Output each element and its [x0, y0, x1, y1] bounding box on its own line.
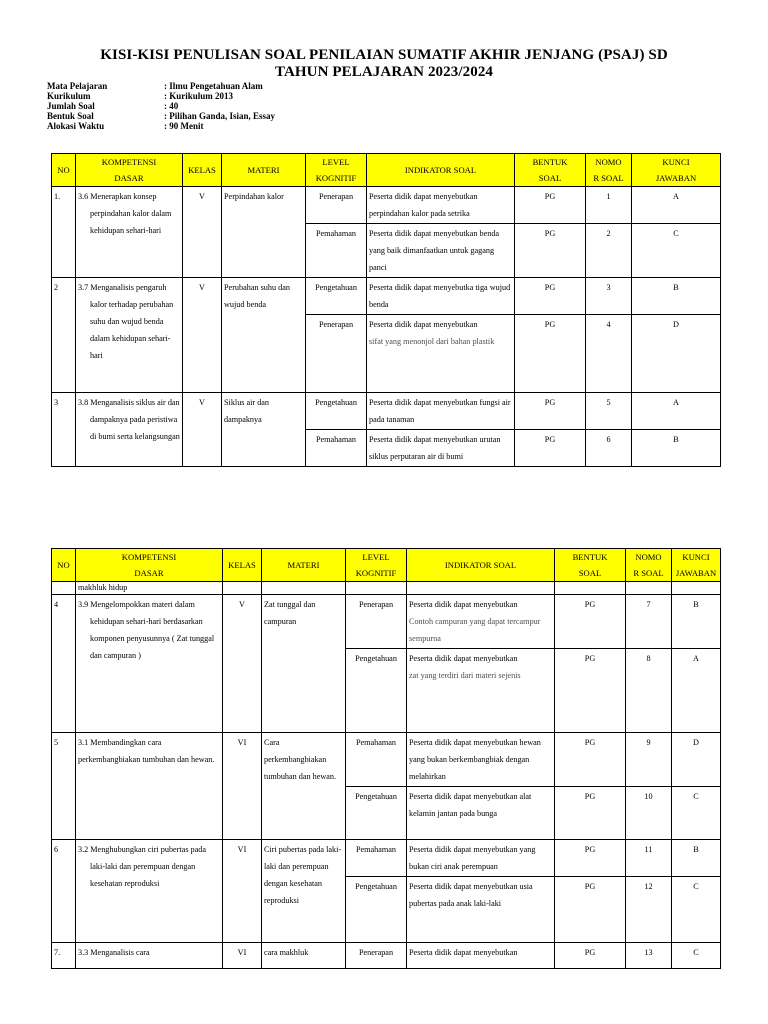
cell-bentuk: PG	[555, 877, 626, 943]
cell-no	[52, 582, 76, 595]
kisi-kisi-table-page-2	[51, 548, 721, 969]
indikator-text-extra: zat yang terdiri dari materi sejenis	[409, 671, 521, 680]
header-level-kognitif	[306, 154, 367, 187]
header-level-kognitif	[346, 549, 407, 582]
header-line: BENTUK	[532, 157, 568, 167]
cell-no: 6	[52, 840, 76, 943]
cell-no: 2	[52, 278, 76, 393]
header-line: SOAL	[538, 173, 562, 183]
meta-key: Bentuk Soal	[47, 111, 94, 121]
cell-nomor: 1	[586, 187, 632, 224]
cell-kompetensi-dasar-continued: makhluk hidup	[76, 582, 223, 595]
cell-nomor: 7	[626, 595, 672, 649]
header-nomor-soal	[626, 549, 672, 582]
cell-level: Pemahaman	[346, 840, 407, 877]
header-line: R SOAL	[593, 173, 624, 183]
indikator-text: Peserta didik dapat menyebutkan	[409, 654, 518, 663]
cell-kunci: A	[632, 187, 721, 224]
table-row	[52, 943, 721, 969]
meta-row	[47, 91, 275, 101]
header-line: KOMPETENSI	[121, 552, 177, 562]
cell-indikator	[407, 595, 555, 649]
cell-bentuk: PG	[515, 315, 586, 393]
cell-kunci: C	[632, 224, 721, 278]
cell-kelas: V	[183, 393, 222, 467]
cell-kunci: A	[632, 393, 721, 430]
cell-level: Pengetahuan	[306, 393, 367, 430]
cell-bentuk: PG	[555, 943, 626, 969]
cell-nomor: 13	[626, 943, 672, 969]
cell-kunci: B	[672, 595, 721, 649]
cell-nomor: 4	[586, 315, 632, 393]
meta-value: : Kurikulum 2013	[164, 91, 234, 101]
cell-kompetensi-dasar: 3.8 Menganalisis siklus air dan dampaknya pada peristiwa di bumi serta kelangsungan	[76, 393, 183, 467]
table-row	[52, 393, 721, 430]
header-line: KUNCI	[662, 157, 690, 167]
cell-materi: Siklus air dan dampaknya	[222, 393, 306, 467]
cell-indikator	[367, 315, 515, 393]
header-line: LEVEL	[362, 552, 390, 562]
cell-indikator: Peserta didik dapat menyebutka tiga wujud benda	[367, 278, 515, 315]
kisi-kisi-table-page-1	[51, 153, 721, 467]
cell-level: Pemahaman	[346, 733, 407, 787]
cell-materi: Cara perkembangbiakan tumbuhan dan hewan.	[262, 733, 346, 840]
cell-indikator: Peserta didik dapat menyebutkan benda yang baik dimanfaatkan untuk gagang panci	[367, 224, 515, 278]
cell-kunci: B	[632, 278, 721, 315]
cell-no: 1.	[52, 187, 76, 278]
cell-kunci: B	[632, 430, 721, 467]
cell-nomor: 10	[626, 787, 672, 840]
cell-no: 3	[52, 393, 76, 467]
cell-kunci: C	[672, 943, 721, 969]
cell-level: Pemahaman	[306, 224, 367, 278]
meta-value: : 40	[164, 101, 179, 111]
cell-level	[346, 582, 407, 595]
cell-kelas: V	[183, 187, 222, 278]
table-header-row	[52, 549, 721, 582]
cell-level: Penerapan	[346, 943, 407, 969]
meta-key: Alokasi Waktu	[47, 121, 105, 131]
cell-nomor: 6	[586, 430, 632, 467]
cell-indikator	[407, 582, 555, 595]
cell-kompetensi-dasar: 3.1 Membandingkan cara perkembangbiakan tumbuhan dan hewan.	[76, 733, 223, 840]
cell-nomor: 3	[586, 278, 632, 315]
meta-key: Jumlah Soal	[47, 101, 95, 111]
indikator-text: Peserta didik dapat menyebutkan	[409, 600, 518, 609]
header-indikator-soal: INDIKATOR SOAL	[407, 549, 555, 582]
header-bentuk-soal	[555, 549, 626, 582]
cell-kelas: VI	[223, 840, 262, 943]
cell-bentuk: PG	[555, 840, 626, 877]
table-row	[52, 278, 721, 315]
table-row	[52, 733, 721, 787]
document-title: KISI-KISI PENULISAN SOAL PENILAIAN SUMATIF AKHIR JENJANG (PSAJ) SD	[100, 47, 668, 63]
cell-materi: Zat tunggal dan campuran	[262, 595, 346, 733]
cell-bentuk: PG	[515, 393, 586, 430]
meta-row	[47, 101, 275, 111]
cell-kunci: C	[672, 877, 721, 943]
cell-bentuk: PG	[555, 787, 626, 840]
indikator-text-extra: sifat yang menonjol dari bahan plastik	[369, 337, 495, 346]
cell-no: 4	[52, 595, 76, 733]
meta-value: : 90 Menit	[164, 121, 204, 131]
cell-materi: Perubahan suhu dan wujud benda	[222, 278, 306, 393]
cell-level: Pengetahuan	[306, 278, 367, 315]
cell-nomor: 11	[626, 840, 672, 877]
header-kompetensi-dasar	[76, 154, 183, 187]
cell-kompetensi-dasar: 3.6 Menerapkan konsep perpindahan kalor dalam kehidupan sehari-hari	[76, 187, 183, 278]
header-line: BENTUK	[572, 552, 608, 562]
table-row	[52, 595, 721, 649]
cell-materi: Ciri pubertas pada laki-laki dan perempuan dengan kesehatan reproduksi	[262, 840, 346, 943]
header-kelas: KELAS	[223, 549, 262, 582]
meta-value: : Pilihan Ganda, Isian, Essay	[164, 111, 276, 121]
cell-level: Pemahaman	[306, 430, 367, 467]
table-row-continuation	[52, 582, 721, 595]
cell-kelas: V	[223, 595, 262, 733]
cell-kelas: VI	[223, 943, 262, 969]
cell-level: Pengetahuan	[346, 787, 407, 840]
meta-row	[47, 121, 275, 131]
cell-indikator: Peserta didik dapat menyebutkan	[407, 943, 555, 969]
header-bentuk-soal	[515, 154, 586, 187]
cell-kelas: V	[183, 278, 222, 393]
header-indikator-soal: INDIKATOR SOAL	[367, 154, 515, 187]
meta-key: Kurikulum	[47, 91, 91, 101]
cell-nomor: 5	[586, 393, 632, 430]
cell-kelas	[223, 582, 262, 595]
cell-kunci: D	[672, 733, 721, 787]
header-kompetensi-dasar	[76, 549, 223, 582]
cell-kelas: VI	[223, 733, 262, 840]
header-line: LEVEL	[322, 157, 350, 167]
cell-kompetensi-dasar: 3.7 Menganalisis pengaruh kalor terhadap perubahan suhu dan wujud benda dalam kehidupan sehari-hari	[76, 278, 183, 393]
table-row	[52, 840, 721, 877]
cell-kunci: C	[672, 787, 721, 840]
cell-kompetensi-dasar: 3.9 Mengelompokkan materi dalam kehidupan sehari-hari berdasarkan komponen penyusunnya ( Zat tunggal dan campuran )	[76, 595, 223, 733]
cell-nomor	[626, 582, 672, 595]
cell-bentuk: PG	[555, 733, 626, 787]
cell-kunci: A	[672, 649, 721, 733]
indikator-text-extra: Contoh campuran yang dapat tercampur sempurna	[409, 617, 541, 643]
header-kunci-jawaban	[672, 549, 721, 582]
table-row	[52, 187, 721, 224]
header-no: NO	[52, 154, 76, 187]
cell-indikator: Peserta didik dapat menyebutkan alat kelamin jantan pada bunga	[407, 787, 555, 840]
cell-bentuk: PG	[555, 649, 626, 733]
header-line: KUNCI	[682, 552, 710, 562]
cell-indikator: Peserta didik dapat menyebutkan yang bukan ciri anak perempuan	[407, 840, 555, 877]
header-line: NOMO	[595, 157, 622, 167]
header-line: KOMPETENSI	[101, 157, 157, 167]
cell-nomor: 9	[626, 733, 672, 787]
cell-materi: cara makhluk	[262, 943, 346, 969]
meta-row	[47, 81, 275, 91]
header-line: NOMO	[635, 552, 662, 562]
cell-no: 7.	[52, 943, 76, 969]
header-materi: MATERI	[222, 154, 306, 187]
cell-bentuk: PG	[515, 224, 586, 278]
header-nomor-soal	[586, 154, 632, 187]
cell-kunci: D	[632, 315, 721, 393]
header-no: NO	[52, 549, 76, 582]
cell-nomor: 2	[586, 224, 632, 278]
cell-indikator: Peserta didik dapat menyebutkan usia pubertas pada anak laki-laki	[407, 877, 555, 943]
cell-level: Penerapan	[306, 187, 367, 224]
meta-key: Mata Pelajaran	[47, 81, 108, 91]
cell-level: Penerapan	[346, 595, 407, 649]
meta-value: : Ilmu Pengetahuan Alam	[164, 81, 263, 91]
cell-level: Penerapan	[306, 315, 367, 393]
cell-no: 5	[52, 733, 76, 840]
meta-info	[47, 81, 275, 131]
cell-level: Pengetahuan	[346, 877, 407, 943]
header-line: SOAL	[578, 568, 602, 578]
cell-nomor: 8	[626, 649, 672, 733]
cell-bentuk: PG	[515, 430, 586, 467]
table-header-row	[52, 154, 721, 187]
meta-row	[47, 111, 275, 121]
cell-indikator: Peserta didik dapat menyebutkan perpindahan kalor pada setrika	[367, 187, 515, 224]
header-line: DASAR	[114, 173, 144, 183]
cell-bentuk	[555, 582, 626, 595]
indikator-text: Peserta didik dapat menyebutkan	[369, 320, 478, 329]
cell-kompetensi-dasar: 3.2 Menghubungkan ciri pubertas pada laki-laki dan perempuan dengan kesehatan reproduksi	[76, 840, 223, 943]
cell-kunci	[672, 582, 721, 595]
header-line: JAWABAN	[675, 568, 717, 578]
cell-indikator	[407, 649, 555, 733]
header-line: KOGNITIF	[355, 568, 397, 578]
cell-indikator: Peserta didik dapat menyebutkan fungsi air pada tanaman	[367, 393, 515, 430]
cell-nomor: 12	[626, 877, 672, 943]
header-line: DASAR	[134, 568, 164, 578]
cell-kompetensi-dasar: 3.3 Menganalisis cara	[76, 943, 223, 969]
cell-level: Pengetahuan	[346, 649, 407, 733]
header-line: KOGNITIF	[315, 173, 357, 183]
cell-indikator: Peserta didik dapat menyebutkan urutan siklus perputaran air di bumi	[367, 430, 515, 467]
cell-materi	[262, 582, 346, 595]
header-materi: MATERI	[262, 549, 346, 582]
cell-materi: Perpindahan kalor	[222, 187, 306, 278]
cell-indikator: Peserta didik dapat menyebutkan hewan yang bukan berkembangbiak dengan melahirkan	[407, 733, 555, 787]
header-line: JAWABAN	[655, 173, 697, 183]
header-line: R SOAL	[633, 568, 664, 578]
document-subtitle: TAHUN PELAJARAN 2023/2024	[274, 64, 494, 80]
cell-bentuk: PG	[515, 278, 586, 315]
cell-bentuk: PG	[555, 595, 626, 649]
header-kunci-jawaban	[632, 154, 721, 187]
cell-kunci: B	[672, 840, 721, 877]
cell-bentuk: PG	[515, 187, 586, 224]
header-kelas: KELAS	[183, 154, 222, 187]
